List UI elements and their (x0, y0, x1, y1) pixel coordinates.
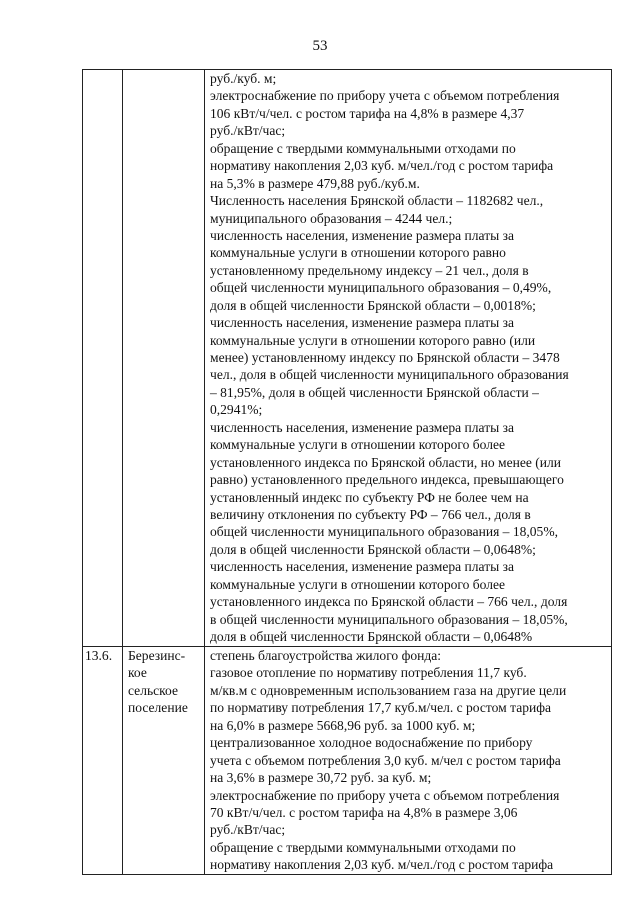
text-line: учета с объемом потребления 3,0 куб. м/чел с ростом тарифа (210, 752, 561, 768)
table-row (83, 70, 612, 647)
text-line: общей численности муниципального образования – 18,05%, (210, 524, 558, 540)
text-line: руб./кВт/час; (210, 123, 286, 139)
text-line: 0,2941%; (210, 402, 263, 418)
row-number-cell: 13.6. (83, 647, 123, 875)
text-line: численность населения, изменение размера платы за (210, 315, 514, 331)
text-line: нормативу накопления 2,03 куб. м/чел./год с ростом тарифа (210, 158, 554, 174)
description-cell (205, 647, 612, 875)
text-line: менее) установленному индексу по Брянской области – 3478 (210, 350, 560, 365)
tariff-table (82, 69, 612, 875)
text-line: электроснабжение по прибору учета с объемом потребления (210, 88, 560, 104)
text-line: численность населения, изменение размера платы за (210, 419, 514, 435)
text-line: на 3,6% в размере 30,72 руб. за куб. м; (210, 770, 432, 786)
text-line: муниципального образования – 4244 чел.; (210, 210, 453, 226)
text-line: доля в общей численности Брянской области – 0,0648%; (210, 541, 536, 557)
text-line: обращение с твердыми коммунальными отходами по (210, 839, 516, 855)
text-line: коммунальные услуги в отношении которого более (210, 576, 506, 592)
text-line: по нормативу потребления 17,7 куб.м/чел. с ростом тарифа (210, 700, 552, 716)
text-line: 106 кВт/ч/чел. с ростом тарифа на 4,8% в размере 4,37 (210, 105, 525, 121)
settlement-name-line: кое (128, 665, 147, 681)
settlement-cell (123, 647, 205, 875)
text-line: централизованное холодное водоснабжение по прибору (210, 735, 533, 751)
text-line: установленный индекс по субъекту РФ не более чем на (210, 489, 529, 505)
text-line: электроснабжение по прибору учета с объемом потребления (210, 787, 560, 803)
text-line: обращение с твердыми коммунальными отходами по (210, 140, 516, 156)
description-lines (205, 647, 611, 874)
text-line: установленного индекса по Брянской области – 766 чел., доля (210, 594, 568, 610)
text-line: руб./кВт/час; (210, 822, 286, 838)
settlement-cell (123, 70, 205, 647)
text-line: на 6,0% в размере 5668,96 руб. за 1000 куб. м; (210, 717, 476, 733)
text-line: коммунальные услуги в отношении которого более (210, 437, 506, 453)
text-line: общей численности муниципального образования – 0,49%, (210, 280, 552, 296)
settlement-name-line: Березинс- (128, 648, 186, 663)
text-line: Численность населения Брянской области – 1182682 чел., (210, 193, 544, 209)
settlement-name-line: сельское (128, 682, 178, 698)
text-line: чел., доля в общей численности муниципального образования (210, 367, 569, 383)
text-line: установленному предельному индексу – 21 чел., доля в (210, 262, 529, 278)
text-line: установленного индекса по Брянской области, но менее (или (210, 454, 562, 470)
settlement-name-line: поселение (128, 700, 188, 716)
text-line: коммунальные услуги в отношении которого равно (210, 245, 506, 261)
text-line: 70 кВт/ч/чел. с ростом тарифа на 4,8% в размере 3,06 (210, 804, 518, 820)
table-row (83, 647, 612, 875)
text-line: равно) установленного предельного индекса, превышающего (210, 472, 564, 488)
description-lines (205, 70, 611, 645)
text-line: численность населения, изменение размера платы за (210, 227, 514, 243)
text-line: доля в общей численности Брянской области – 0,0018%; (210, 297, 536, 313)
description-cell (205, 70, 612, 647)
text-line: доля в общей численности Брянской области – 0,0648% (210, 629, 533, 644)
text-line: на 5,3% в размере 479,88 руб./куб.м. (210, 175, 420, 191)
text-line: в общей численности муниципального образования – 18,05%, (210, 611, 568, 627)
text-line: газовое отопление по нормативу потребления 11,7 куб. (210, 665, 527, 681)
text-line: м/кв.м с одновременным использованием газа на другие цели (210, 682, 567, 698)
text-line: коммунальные услуги в отношении которого равно (или (210, 332, 536, 348)
text-line: величину отклонения по субъекту РФ – 766 чел., доля в (210, 506, 531, 522)
text-line: – 81,95%, доля в общей численности Брянской области – (210, 384, 539, 400)
text-line: степень благоустройства жилого фонда: (210, 648, 442, 663)
row-number-cell (83, 70, 123, 647)
text-line: руб./куб. м; (210, 71, 277, 86)
text-line: численность населения, изменение размера платы за (210, 559, 514, 575)
text-line: нормативу накопления 2,03 куб. м/чел./год с ростом тарифа (210, 857, 554, 873)
page-number: 53 (312, 38, 328, 54)
